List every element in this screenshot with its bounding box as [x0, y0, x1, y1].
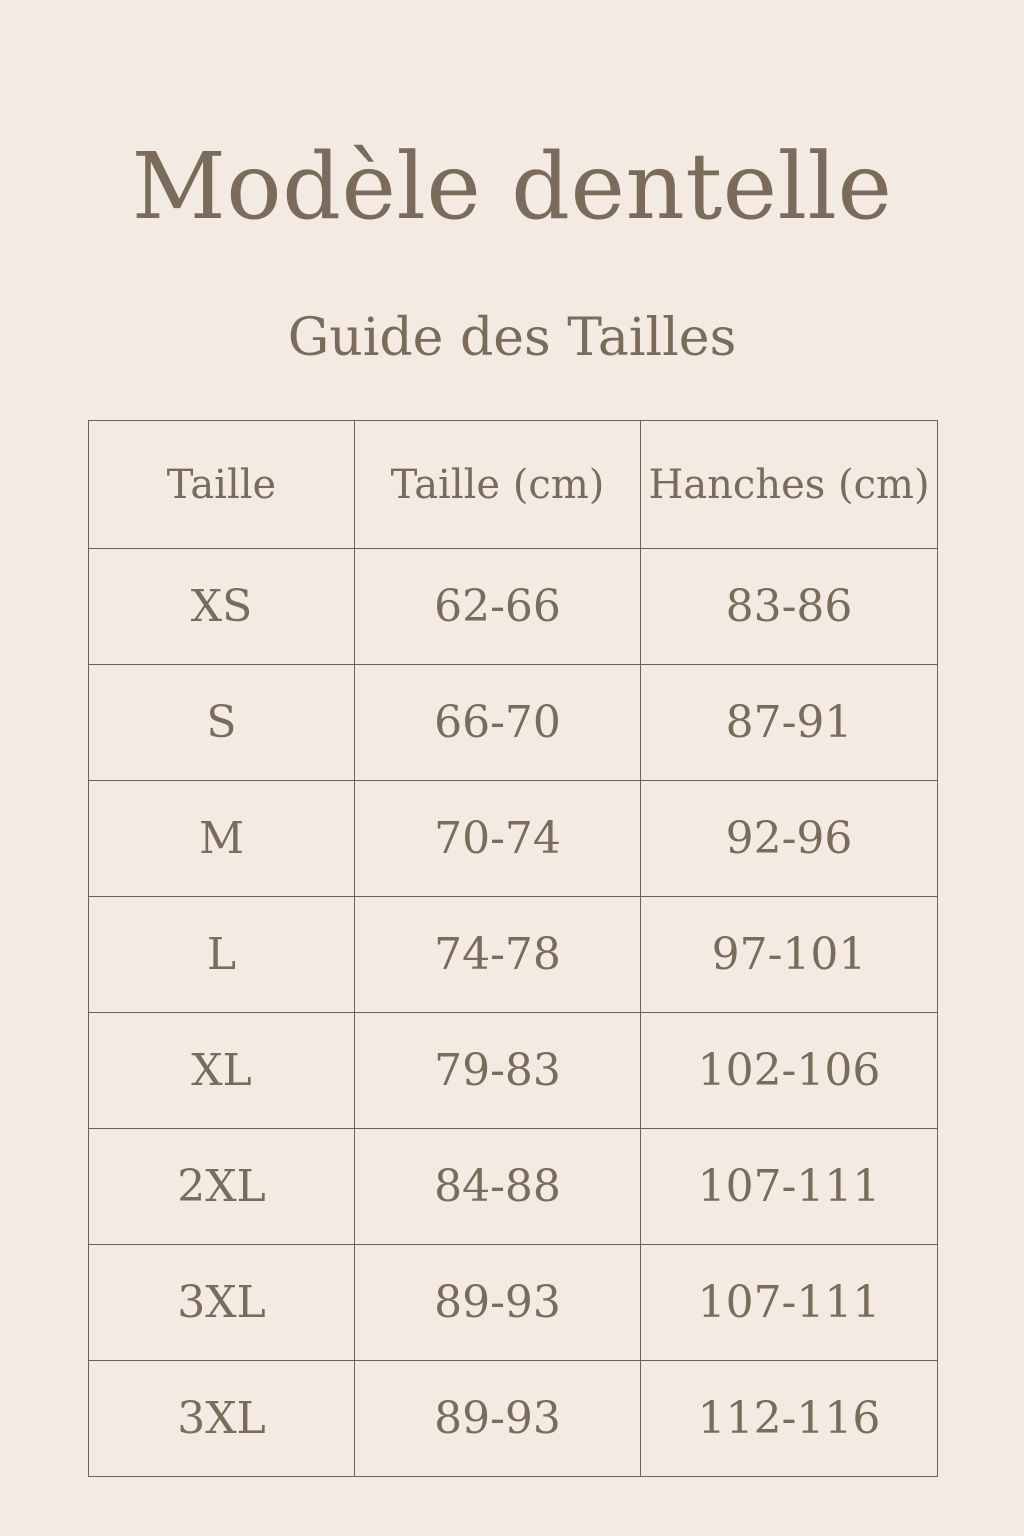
cell-hips: 97-101 [641, 897, 938, 1013]
cell-waist: 62-66 [355, 549, 641, 665]
table-row [89, 1129, 938, 1245]
page-subtitle: Guide des Tailles [287, 308, 737, 368]
cell-size: S [89, 665, 355, 781]
table-header-row [89, 421, 938, 549]
cell-size: XS [89, 549, 355, 665]
table-row [89, 549, 938, 665]
cell-hips: 107-111 [641, 1129, 938, 1245]
cell-waist: 89-93 [355, 1361, 641, 1477]
cell-hips: 112-116 [641, 1361, 938, 1477]
size-guide-table [88, 420, 938, 1477]
header-size: Taille [89, 421, 355, 549]
page-title: Modèle dentelle [131, 133, 893, 240]
table-row [89, 1361, 938, 1477]
table-row [89, 781, 938, 897]
cell-waist: 66-70 [355, 665, 641, 781]
cell-size: L [89, 897, 355, 1013]
cell-hips: 92-96 [641, 781, 938, 897]
cell-waist: 89-93 [355, 1245, 641, 1361]
cell-size: 3XL [89, 1361, 355, 1477]
table-row [89, 1013, 938, 1129]
table-row [89, 665, 938, 781]
cell-waist: 70-74 [355, 781, 641, 897]
cell-hips: 83-86 [641, 549, 938, 665]
cell-hips: 87-91 [641, 665, 938, 781]
cell-size: 3XL [89, 1245, 355, 1361]
table-row [89, 897, 938, 1013]
cell-hips: 102-106 [641, 1013, 938, 1129]
cell-size: XL [89, 1013, 355, 1129]
cell-waist: 74-78 [355, 897, 641, 1013]
cell-waist: 79-83 [355, 1013, 641, 1129]
cell-size: M [89, 781, 355, 897]
table-row [89, 1245, 938, 1361]
cell-hips: 107-111 [641, 1245, 938, 1361]
header-hips: Hanches (cm) [641, 421, 938, 549]
header-waist: Taille (cm) [355, 421, 641, 549]
cell-size: 2XL [89, 1129, 355, 1245]
cell-waist: 84-88 [355, 1129, 641, 1245]
